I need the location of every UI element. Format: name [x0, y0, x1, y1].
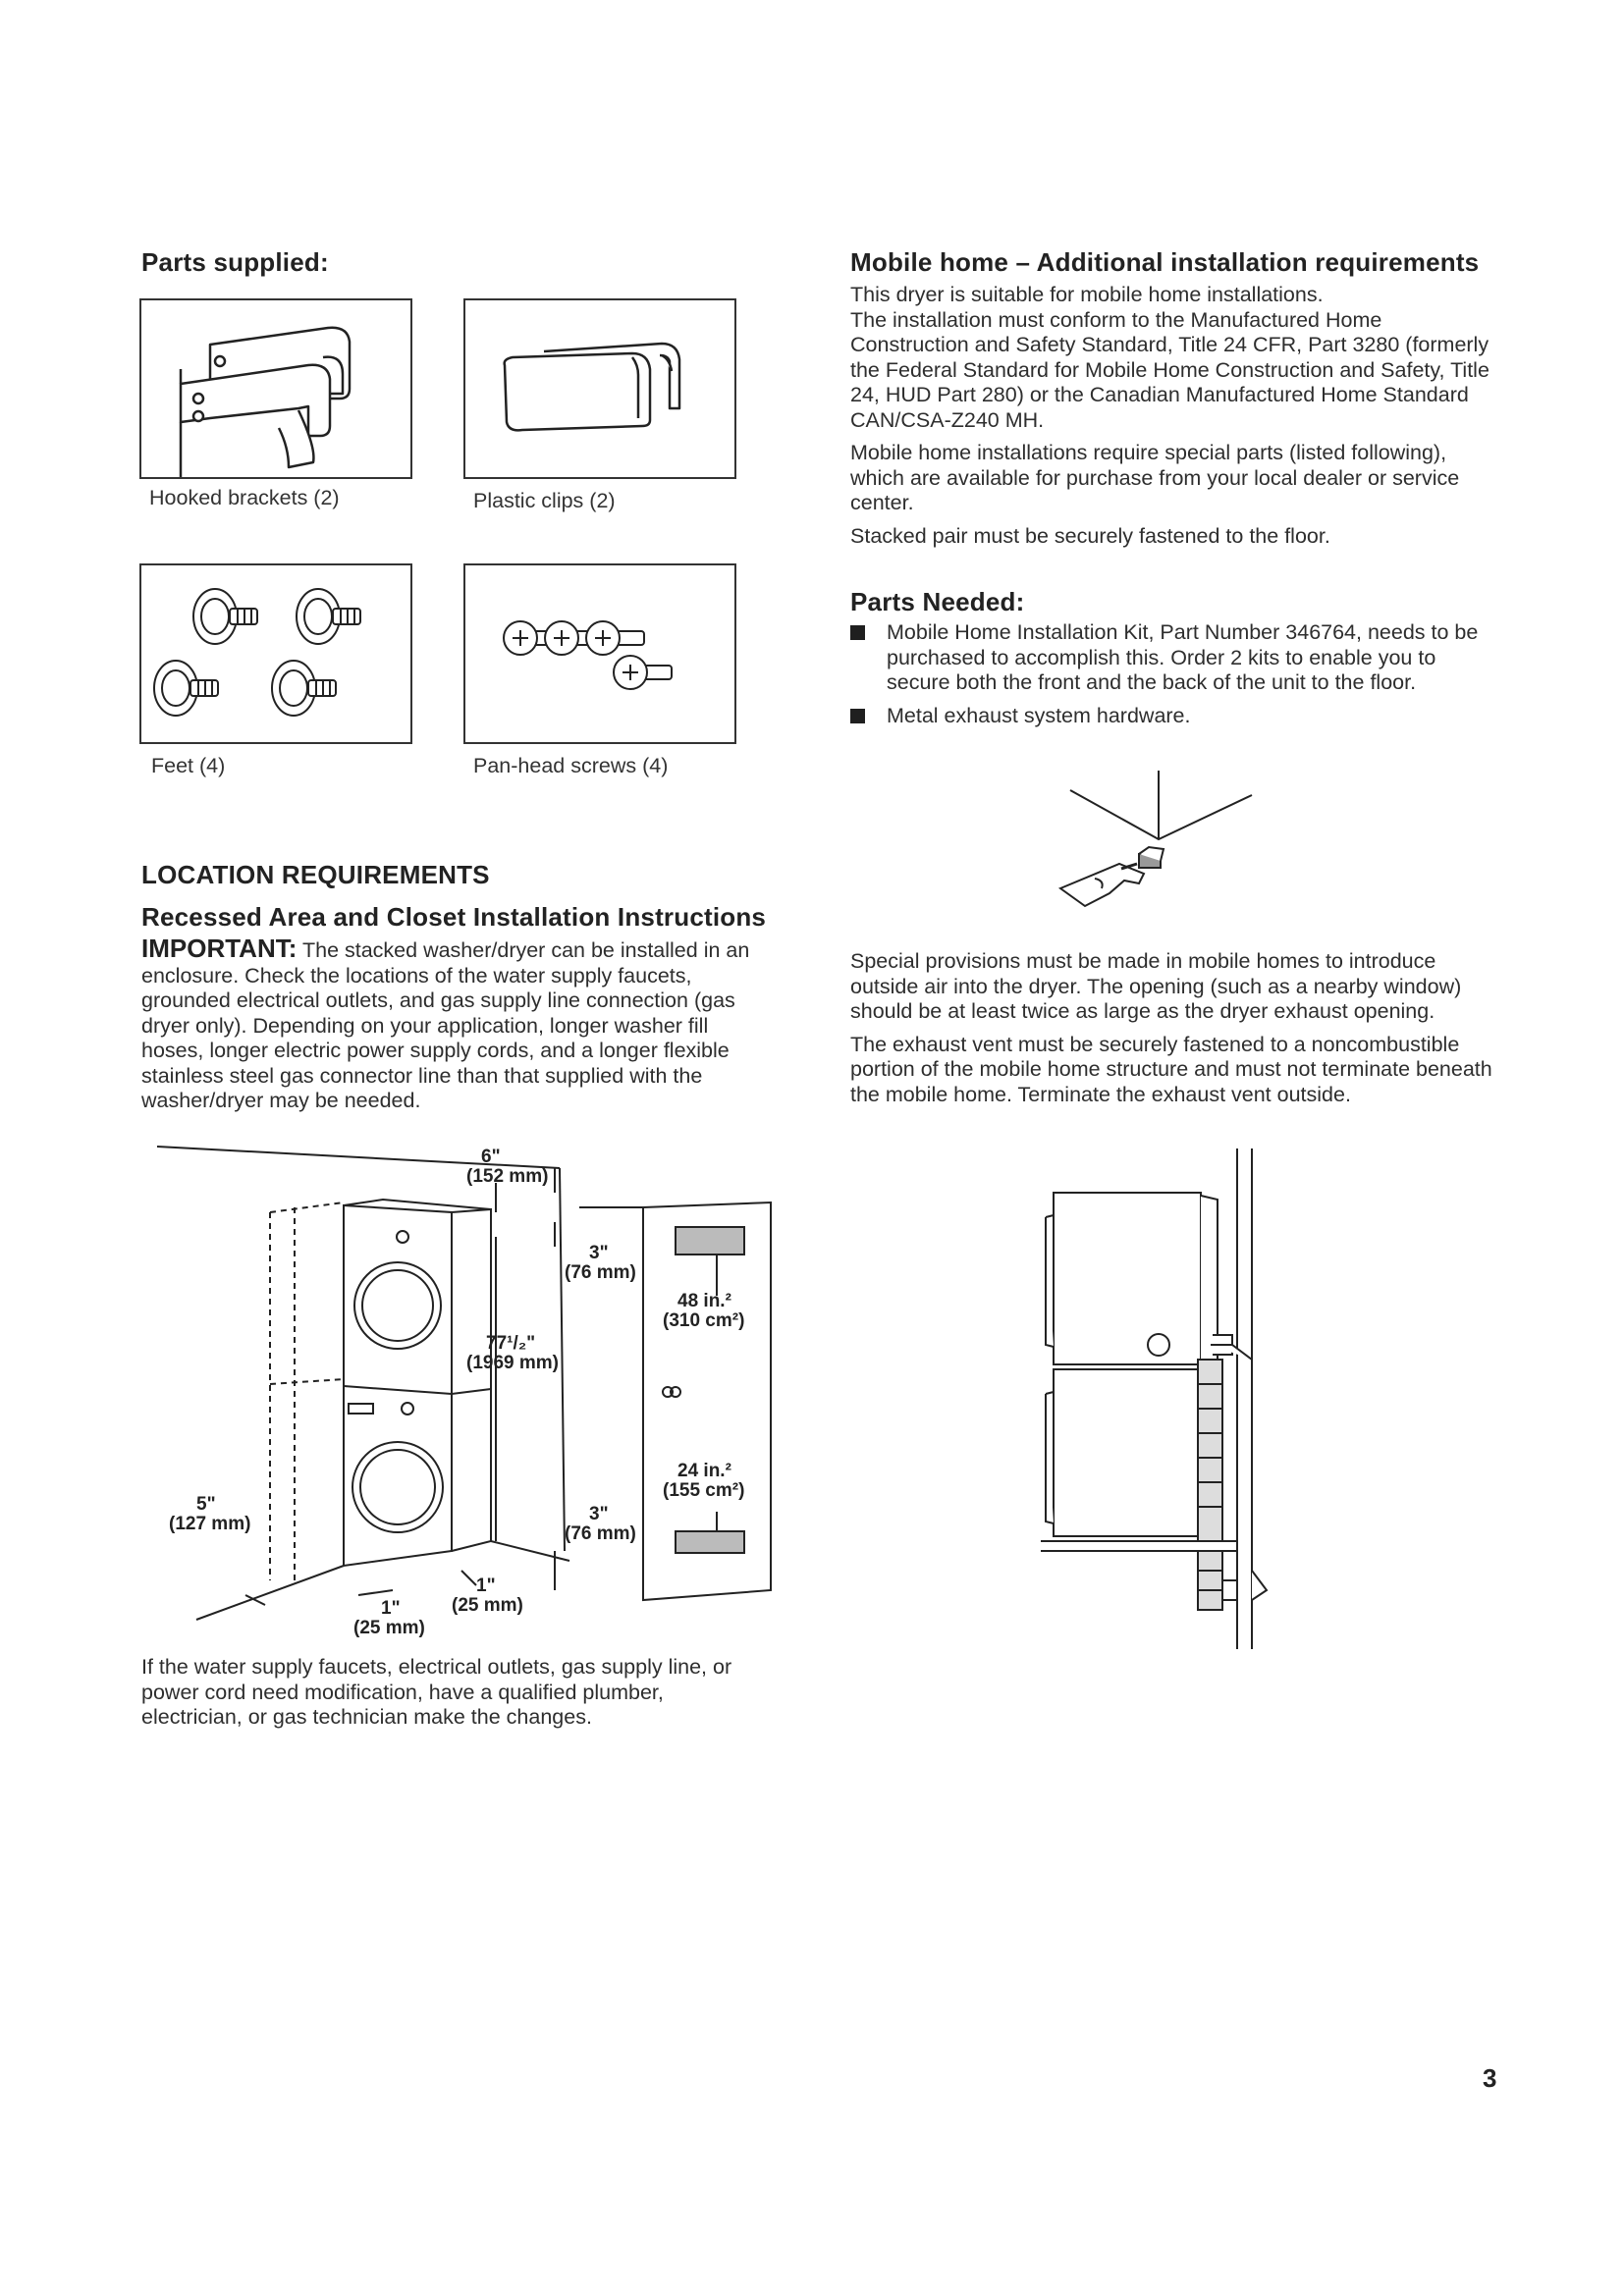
dim-vent-bottom: 24 in.²	[677, 1461, 731, 1481]
pan-head-screws-figure	[463, 563, 736, 744]
feet-caption: Feet (4)	[151, 754, 226, 777]
important-text: The stacked washer/dryer can be installed in an enclosure. Check the locations of the water supply faucets, grounded electrical outlets, and gas supply line connection (gas dryer only). Depending on your application, longer washer fill hoses, longer electric power supply cords, and a longer flexible stainless steel gas connector line than that supplied with the washer/dryer may be needed.	[141, 938, 750, 1112]
important-label: IMPORTANT:	[141, 934, 298, 963]
mobile-home-p3: Mobile home installations require special parts (listed following), which are available for purchase from your local dealer or service center.	[850, 441, 1460, 514]
closet-installation-diagram	[157, 1129, 795, 1649]
closet-diagram-drawing	[157, 1129, 795, 1649]
dim-side-gap: 5"	[196, 1494, 216, 1515]
dim-door-top-gap: 3"	[589, 1243, 609, 1263]
mobile-home-exhaust-icon	[1036, 1148, 1296, 1649]
mobile-home-p2: The installation must conform to the Manufactured Home Construction and Safety Standard, Title 24 CFR, Part 3280 (formerly the Federal Standard for Mobile Home Construction and Safety, Title 24, HUD Part 280) or the Canadian Manufactured Home Standard CAN/CSA-Z240 MH.	[850, 307, 1489, 432]
parts-needed-heading: Parts Needed:	[850, 587, 1025, 616]
parts-needed-list	[850, 620, 1498, 736]
mobile-home-exhaust-figure	[1036, 1148, 1296, 1649]
list-item	[850, 704, 1498, 729]
feet-figure	[139, 563, 412, 744]
mobile-home-heading: Mobile home – Additional installation requirements	[850, 247, 1480, 277]
hooked-brackets-figure	[139, 298, 412, 479]
dim-door-bottom-gap-mm: (76 mm)	[565, 1523, 636, 1544]
floor-bracket-icon	[1041, 771, 1267, 918]
dim-height-mm: (1969 mm)	[466, 1353, 559, 1373]
bullet-icon	[850, 709, 865, 723]
dim-bottom-gap-b: 1"	[476, 1575, 496, 1596]
parts-supplied-title: Parts supplied:	[141, 247, 329, 277]
dim-vent-bottom-cm: (155 cm²)	[663, 1480, 745, 1501]
dim-top-gap-mm: (152 mm)	[466, 1166, 549, 1187]
hooked-brackets-caption: Hooked brackets (2)	[149, 486, 340, 509]
page-number: 3	[1483, 2063, 1497, 2093]
location-requirements-heading: LOCATION REQUIREMENTS	[141, 860, 490, 889]
important-paragraph	[141, 936, 770, 1114]
dim-vent-top: 48 in.²	[677, 1291, 731, 1311]
recessed-area-heading: Recessed Area and Closet Installation Instructions	[141, 902, 767, 932]
modification-paragraph: If the water supply faucets, electrical outlets, gas supply line, or power cord need modification, have a qualified plumber, electrician, or gas technician make the changes.	[141, 1655, 732, 1729]
dim-top-gap: 6"	[481, 1147, 501, 1167]
parts-needed-item: Mobile Home Installation Kit, Part Number 346764, needs to be purchased to accomplish this. Order 2 kits to enable you to secure both the front and the back of the unit to the floor.	[887, 620, 1479, 694]
pan-head-screws-caption: Pan-head screws (4)	[473, 754, 669, 777]
dim-door-top-gap-mm: (76 mm)	[565, 1262, 636, 1283]
dim-side-gap-mm: (127 mm)	[169, 1514, 251, 1534]
bullet-icon	[850, 625, 865, 640]
dim-height: 77¹/₂"	[486, 1333, 536, 1354]
provisions-p1: Special provisions must be made in mobile homes to introduce outside air into the dryer. The opening (such as a nearby window) should be at least twice as large as the dryer exhaust opening.	[850, 949, 1462, 1023]
provisions-p2: The exhaust vent must be securely fastened to a noncombustible portion of the mobile home structure and must not terminate beneath the mobile home. Terminate the exhaust vent outside.	[850, 1032, 1492, 1106]
dim-bottom-gap-a-mm: (25 mm)	[353, 1618, 425, 1638]
mobile-home-p4: Stacked pair must be securely fastened to the floor.	[850, 523, 1330, 548]
dim-bottom-gap-a: 1"	[381, 1598, 401, 1619]
floor-bracket-figure	[1041, 771, 1267, 918]
mobile-home-text	[850, 283, 1498, 557]
pan-head-screws-icon	[465, 565, 734, 742]
hooked-brackets-icon	[141, 300, 410, 477]
plastic-clips-caption: Plastic clips (2)	[473, 489, 616, 512]
dim-door-bottom-gap: 3"	[589, 1504, 609, 1524]
plastic-clips-icon	[465, 300, 734, 477]
dim-vent-top-cm: (310 cm²)	[663, 1310, 745, 1331]
mobile-home-p1: This dryer is suitable for mobile home installations.	[850, 283, 1324, 306]
list-item	[850, 620, 1498, 696]
feet-icon	[141, 565, 410, 742]
dim-bottom-gap-b-mm: (25 mm)	[452, 1595, 523, 1616]
parts-needed-item: Metal exhaust system hardware.	[887, 703, 1191, 727]
plastic-clips-figure	[463, 298, 736, 479]
provisions-text	[850, 949, 1498, 1115]
